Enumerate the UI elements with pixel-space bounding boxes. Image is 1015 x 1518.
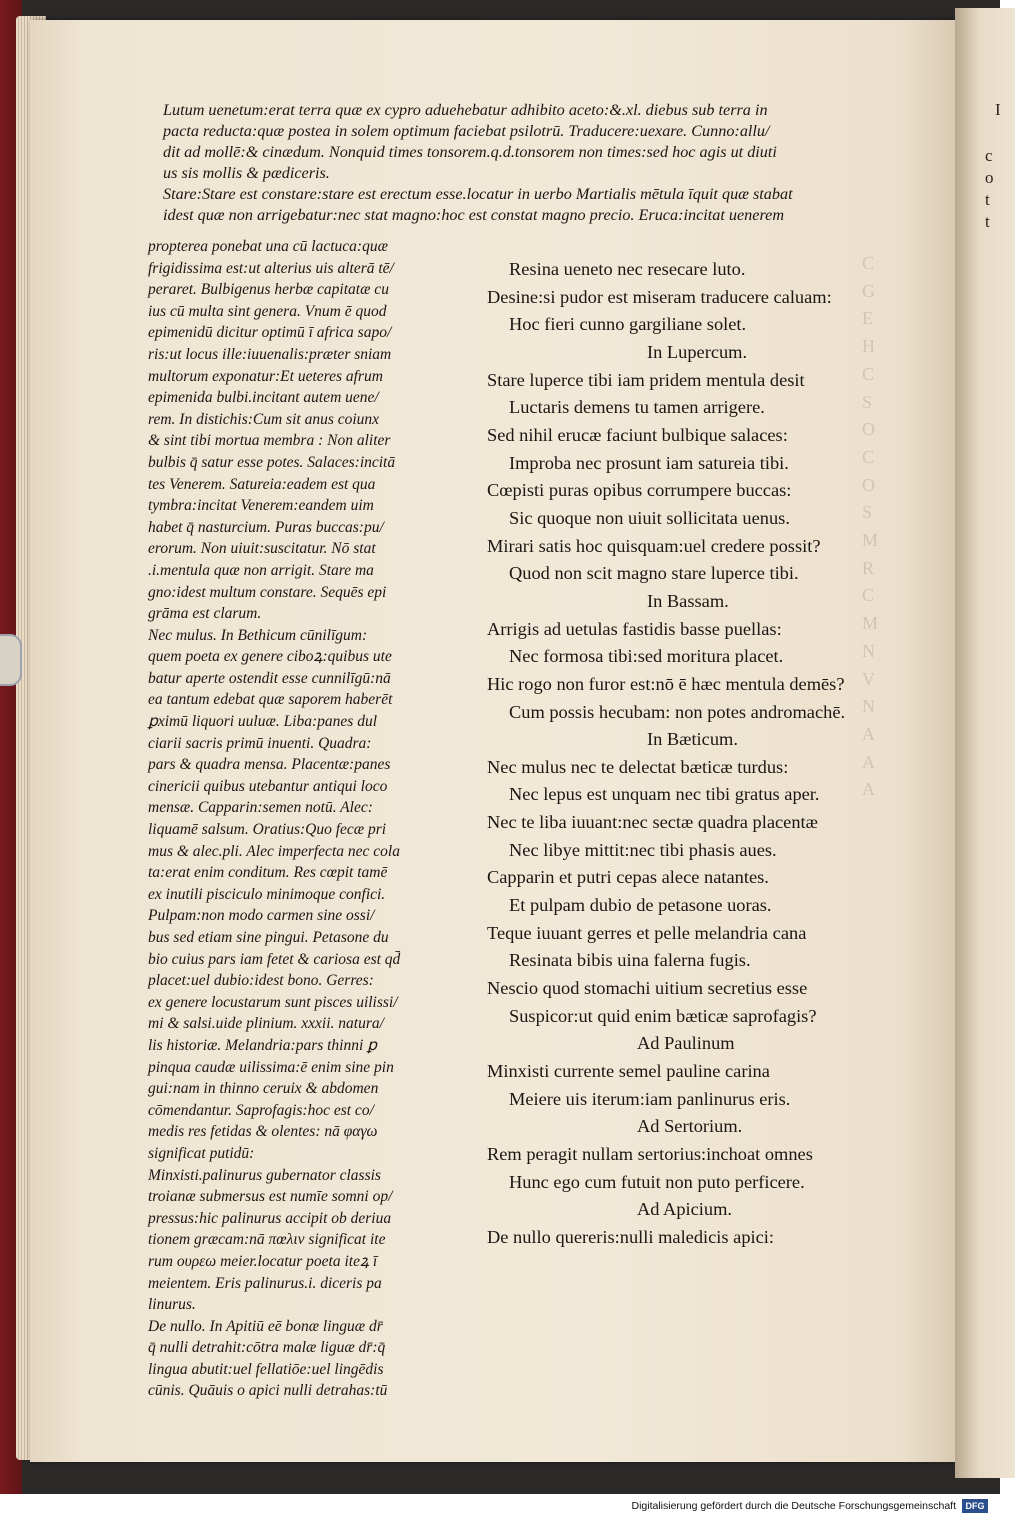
verse-line: Nec lepus est unquam nec tibi gratus aper. (509, 784, 820, 805)
verse-line: Cum possis hecubam: non potes andromachē. (509, 701, 846, 722)
commentary-line: ciarii sacris primū inuenti. Quadra: (148, 734, 372, 752)
commentary-line: epimenidū dicitur optimū ī africa sapo/ (148, 324, 392, 342)
verse-line: Sic quoque non uiuit sollicitata uenus. (509, 507, 790, 528)
right-page-glyph: I (995, 100, 1001, 119)
commentary-line: significat putidū: (148, 1144, 255, 1162)
commentary-line: Minxisti.palinurus gubernator classis (148, 1166, 381, 1184)
header-line: Lutum uenetum:erat terra quæ ex cypro aduehebatur adhibito aceto:&.xl. diebus sub terra in (163, 101, 768, 119)
commentary-line: tes Venerem. Satureia:eadem est qua (148, 475, 376, 493)
commentary-line: ris:ut locus ille:iuuenalis:præter sniam (148, 345, 392, 363)
commentary-line: peraret. Bulbigenus herbæ capitatæ cu (148, 281, 389, 299)
verse-line: Nec libye mittit:nec tibi phasis aues. (509, 839, 777, 860)
show-through-text: C G E H C S O C O S M R C M N V N A A A (862, 253, 879, 800)
commentary-line: ex inutili pisciculo minimoque confici. (148, 885, 386, 903)
commentary-line: rum ουρεω meier.locatur poeta iteꝝ ī (148, 1252, 378, 1270)
verse-line: Nec te liba iuuant:nec sectæ quadra placentæ (487, 812, 818, 833)
poem-title: In Lupercum. (647, 341, 748, 362)
verse-line: Nec mulus nec te delectat bæticæ turdus: (487, 756, 789, 777)
commentary-line: batur aperte ostendit esse cunnilīgū:nā (148, 669, 391, 687)
poem-title: In Bassam. (647, 590, 729, 611)
commentary-line: Nec mulus. In Bethicum cūnilīgum: (148, 626, 368, 644)
verse-line: Stare luperce tibi iam pridem mentula desit (487, 369, 805, 390)
verse-line: Hoc fieri cunno gargiliane solet. (509, 314, 747, 335)
commentary-line: ea tantum edebat quæ saporem haberēt (148, 691, 393, 709)
commentary-line: .i.mentula quæ non arrigit. Stare ma (148, 561, 374, 579)
commentary-line: mensæ. Capparin:semen notū. Alec: (148, 799, 373, 817)
verse-line: Resinata bibis uina falerna fugis. (509, 950, 751, 971)
right-page-glyph: o (985, 168, 994, 187)
commentary-line: tionem græcam:nā πœλιν significat ite (148, 1231, 386, 1249)
right-page-glyph: c (985, 146, 993, 165)
commentary-line: Pulpam:non modo carmen sine ossi/ (148, 907, 375, 925)
verse-line: Improba nec prosunt iam satureia tibi. (509, 452, 789, 473)
commentary-line: lis historiæ. Melandria:pars thinni ꝑ (148, 1036, 378, 1054)
verse-line: Minxisti currente semel pauline carina (487, 1061, 770, 1082)
verse-column (487, 256, 845, 1252)
header-commentary (163, 100, 793, 226)
commentary-line: ex genere locustarum sunt pisces uilissi/ (148, 993, 398, 1011)
commentary-line: ius cū multa sint genera. Vnum ē quod (148, 302, 387, 320)
commentary-line: bus sed etiam sine pingui. Petasone du (148, 929, 389, 946)
dfg-logo: DFG (962, 1499, 988, 1513)
commentary-line: cinericii quibus utebantur antiqui loco (148, 777, 388, 795)
poem-title: Ad Sertorium. (637, 1116, 743, 1137)
commentary-line: mus & alec.pli. Alec imperfecta nec cola (148, 842, 400, 860)
right-page-fragment (955, 8, 1015, 1478)
verse-line: Resina ueneto nec resecare luto. (509, 259, 746, 279)
commentary-line: liquamē salsum. Oratius:Quo fecæ pri (148, 821, 387, 839)
verse-line: Capparin et putri cepas alece natantes. (487, 867, 769, 888)
verse-line: Et pulpam dubio de petasone uoras. (509, 895, 772, 916)
commentary-line: habet q̄ nasturcium. Puras buccas:pu/ (148, 518, 384, 536)
verse-line: Cœpisti puras opibus corrumpere buccas: (487, 480, 792, 501)
verse-line: Teque iuuant gerres et pelle melandria cana (487, 922, 807, 943)
commentary-line: ꝑximū liquori uuluæ. Liba:panes dul (148, 713, 377, 731)
commentary-line: multorum exponatur:Et ueteres afrum (148, 367, 383, 385)
commentary-line: q̄ nulli detrahit:cōtra malæ liguæ dr̄:q̄ (148, 1339, 386, 1357)
commentary-line: grāma est clarum. (148, 605, 262, 623)
commentary-line: pinqua caudæ uilissima:ē enim sine pin (148, 1058, 394, 1076)
verse-line: Sed nihil erucæ faciunt bulbique salaces: (487, 424, 788, 445)
commentary-line: meientem. Eris palinurus.i. diceris pa (148, 1274, 382, 1292)
commentary-line: lingua abutit:uel fellatiōe:uel lingēdis (148, 1360, 384, 1378)
commentary-line: erorum. Non uiuit:suscitatur. Nō stat (148, 540, 376, 558)
commentary-line: tymbra:incitat Venerem:eandem uim (148, 497, 374, 515)
footer-credit: Digitalisierung gefördert durch die Deutsche Forschungsgemeinschaft (631, 1500, 956, 1512)
commentary-line: propterea ponebat una cū lactuca:quæ (148, 238, 388, 255)
commentary-line: rem. In distichis:Cum sit anus coiunx (148, 410, 380, 428)
commentary-line: medis res fetidas & olentes: nā φαγω (148, 1123, 378, 1141)
commentary-line: ta:erat enim conditum. Res cœpit tamē (148, 864, 388, 882)
commentary-line: pressus:hic palinurus accipit ob deriua (148, 1209, 392, 1227)
commentary-line: bulbis q̄ satur esse potes. Salaces:incitā (148, 453, 396, 471)
commentary-line: quem poeta ex genere ciboꝝ:quibus ute (148, 648, 392, 666)
commentary-line: epimenida bulbi.incitant autem uene/ (148, 389, 379, 407)
poem-title: Ad Paulinum (637, 1033, 735, 1054)
commentary-line: De nullo. In Apitiū eē bonæ linguæ dr̄ (148, 1317, 383, 1335)
verse-line: Desine:si pudor est miseram traducere caluam: (487, 286, 832, 307)
commentary-line: bio cuius pars iam fetet & cariosa est qd̄ (148, 950, 401, 968)
commentary-line: gno:idest multum constare. Sequēs epi (148, 583, 387, 601)
right-page-glyph: t (985, 190, 990, 209)
commentary-line: gui:nam in thinno ceruix & abdomen (148, 1080, 379, 1098)
commentary-line: cūnis. Quāuis o apici nulli detrahas:tū (148, 1382, 388, 1400)
verse-line: Nescio quod stomachi uitium secretius esse (487, 978, 808, 999)
commentary-column (148, 236, 400, 1402)
verse-line: Suspicor:ut quid enim bæticæ saprofagis? (509, 1005, 817, 1026)
header-line: us sis mollis & pædiceris. (163, 164, 330, 182)
verse-line: Meiere uis iterum:iam panlinurus eris. (509, 1088, 791, 1109)
header-line: pacta reducta:quæ postea in solem optimum faciebat psilotrū. Traducere:uexare. Cunno:allu/ (163, 122, 770, 140)
commentary-line: cōmendantur. Saprofagis:hoc est co/ (148, 1101, 374, 1119)
verse-line: Hic rogo non furor est:nō ē hæc mentula demēs? (487, 673, 845, 694)
commentary-line: mi & salsi.uide plinium. xxxii. natura/ (148, 1015, 384, 1033)
verse-line: Quod non scit magno stare luperce tibi. (509, 563, 799, 584)
poem-title: Ad Apicium. (637, 1199, 733, 1220)
verse-line: Mirari satis hoc quisquam:uel credere possit? (487, 535, 821, 556)
poem-title: In Bæticum. (647, 729, 738, 750)
commentary-line: linurus. (148, 1296, 196, 1314)
verse-line: Hunc ego cum futuit non puto perficere. (509, 1171, 805, 1192)
verse-line: Nec formosa tibi:sed moritura placet. (509, 646, 784, 667)
header-line: dit ad mollē:& cinædum. Nonquid times tonsorem.q.d.tonsorem non times:sed hoc agis ut diuti (163, 143, 777, 161)
verse-line: Arrigis ad uetulas fastidis basse puellas: (487, 618, 782, 639)
commentary-line: pars & quadra mensa. Placentæ:panes (148, 756, 391, 774)
header-line: Stare:Stare est constare:stare est erectum esse.locatur in uerbo Martialis mētula īquit quæ stabat (163, 185, 793, 203)
page-clip (0, 634, 22, 686)
verse-line: Rem peragit nullam sertorius:inchoat omnes (487, 1144, 813, 1164)
commentary-line: placet:uel dubio:idest bono. Gerres: (148, 972, 374, 990)
commentary-line: troianæ submersus est numīe somni op/ (148, 1188, 393, 1206)
header-line: idest quæ non arrigebatur:nec stat magno:hoc est constat magno precio. Eruca:incitat uenerem (163, 206, 785, 224)
verse-line: Luctaris demens tu tamen arrigere. (509, 397, 765, 418)
verse-line: De nullo quereris:nulli maledicis apici: (487, 1226, 775, 1247)
commentary-line: frigidissima est:ut alterius uis alterā tē/ (148, 259, 394, 277)
right-page-glyph: t (985, 212, 990, 231)
commentary-line: & sint tibi mortua membra : Non aliter (148, 432, 391, 450)
